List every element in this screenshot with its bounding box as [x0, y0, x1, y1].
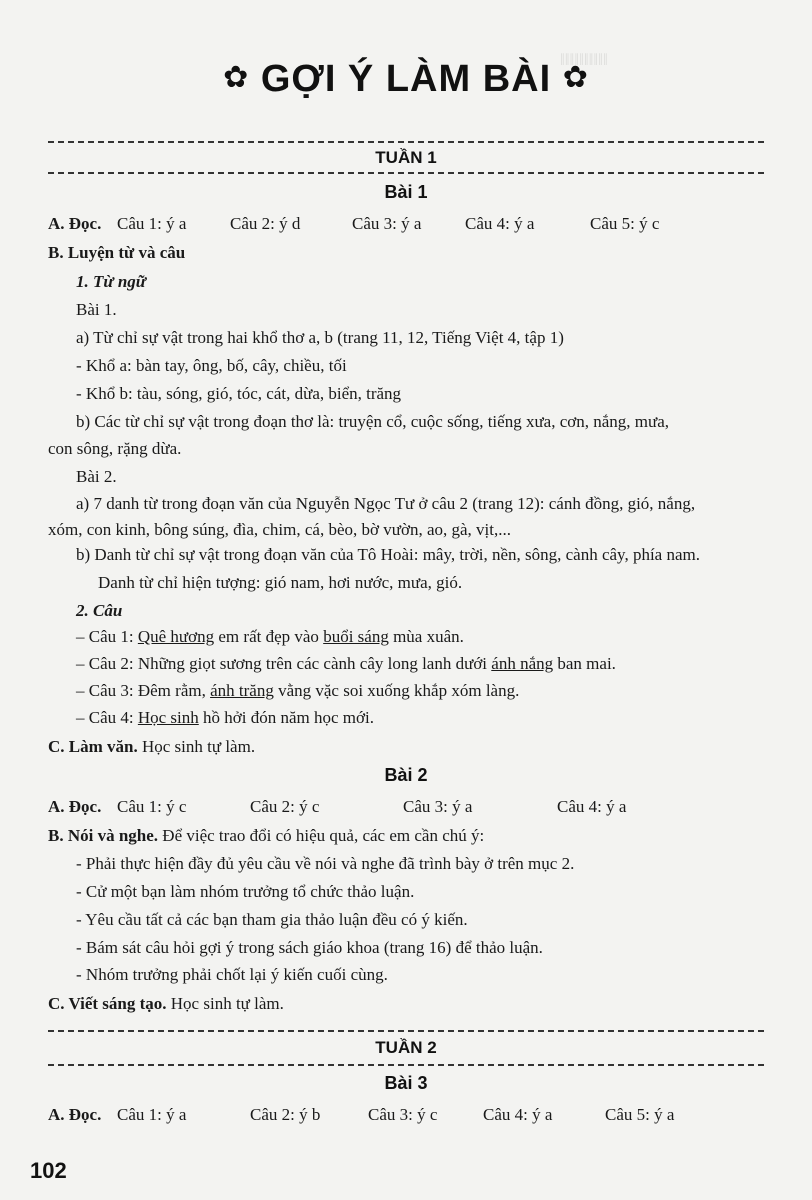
divider [48, 1030, 764, 1032]
bleed-through-text: ‖‖‖‖‖‖‖‖‖‖ [560, 50, 608, 69]
underlined-word: ánh trăng [210, 681, 274, 700]
writing-text: Học sinh tự làm. [137, 737, 256, 756]
page-number: 102 [30, 1158, 67, 1183]
page-title [0, 58, 812, 101]
underlined-word: Học sinh [137, 708, 199, 727]
text-line: b) Các từ chỉ sự vật trong đoạn thơ là: truyện cổ, cuộc sống, tiếng xưa, cơn, nắng, mưa, [76, 412, 670, 431]
writing-row [48, 737, 255, 757]
speaking-text: Để việc trao đổi có hiệu quả, các em cần chú ý: [158, 826, 485, 845]
sentence-item [76, 654, 616, 674]
divider [48, 141, 764, 143]
week-2-heading: TUẦN 2 [375, 1038, 437, 1057]
flower-icon: ✿ [223, 61, 250, 94]
sentence-item [76, 627, 464, 647]
list-item: - Yêu cầu tất cả các bạn tham gia thảo luận đều có ý kiến. [76, 910, 468, 929]
text-line: Danh từ chỉ hiện tượng: gió nam, hơi nước, mưa, gió. [98, 573, 463, 592]
answer: Câu 5: ý a [605, 1105, 675, 1124]
sentence-text: – Câu 2: Những giọt sương trên các cành cây long lanh dưới [76, 654, 492, 673]
answer: Câu 3: ý c [368, 1105, 438, 1124]
reading-answers-row [48, 1105, 101, 1125]
answer: Câu 2: ý d [230, 214, 301, 233]
sentence-text: vằng vặc soi xuống khắp xóm làng. [273, 681, 520, 700]
text-line: con sông, rặng dừa. [48, 439, 182, 458]
divider [48, 1064, 764, 1066]
subsection-heading: 2. Câu [76, 601, 123, 620]
text-line: - Khổ b: tàu, sóng, gió, tóc, cát, dừa, biển, trăng [76, 384, 402, 403]
lesson-3-heading: Bài 3 [384, 1073, 428, 1093]
answer: Câu 4: ý a [465, 214, 535, 233]
reading-label: A. Đọc. [48, 1105, 102, 1124]
sentence-text: ban mai. [553, 654, 616, 673]
text-line: a) 7 danh từ trong đoạn văn của Nguyễn Ngọc Tư ở câu 2 (trang 12): cánh đồng, gió, nắng, [76, 494, 696, 513]
answer: Câu 2: ý c [250, 797, 320, 816]
list-item: - Nhóm trưởng phải chốt lại ý kiến cuối cùng. [76, 965, 388, 984]
reading-label: A. Đọc. [48, 214, 102, 233]
sentence-text: mùa xuân. [388, 627, 464, 646]
exercise-label: Bài 2. [76, 467, 117, 486]
creative-writing-text: Học sinh tự làm. [166, 994, 284, 1013]
speaking-label: B. Nói và nghe. [48, 826, 159, 845]
flower-icon: ✿ [562, 61, 589, 94]
sentence-item [76, 681, 519, 701]
sentence-text: – Câu 1: [76, 627, 138, 646]
list-item: - Phải thực hiện đầy đủ yêu cầu về nói và nghe đã trình bày ở trên mục 2. [76, 854, 575, 873]
subsection-heading: 1. Từ ngữ [76, 272, 146, 291]
underlined-word: buổi sáng [323, 627, 389, 646]
reading-label: A. Đọc. [48, 797, 102, 816]
reading-answers-row [48, 214, 101, 234]
answer: Câu 4: ý a [483, 1105, 553, 1124]
exercise-label: Bài 1. [76, 300, 117, 319]
lesson-2-heading: Bài 2 [384, 765, 428, 785]
underlined-word: Quê hương [137, 627, 215, 646]
creative-writing-label: C. Viết sáng tạo. [48, 994, 167, 1013]
answer: Câu 3: ý a [352, 214, 422, 233]
lesson-1-heading: Bài 1 [384, 182, 428, 202]
section-heading: B. Luyện từ và câu [48, 243, 186, 262]
text-line: xóm, con kinh, bông súng, đìa, chim, cá, bèo, bờ vườn, ao, gà, vịt,... [48, 520, 511, 539]
answer: Câu 1: ý a [117, 214, 187, 233]
list-item: - Cử một bạn làm nhóm trưởng tổ chức thảo luận. [76, 882, 415, 901]
page-title-text: GỢI Ý LÀM BÀI [260, 58, 552, 100]
divider [48, 172, 764, 174]
sentence-text: – Câu 4: [76, 708, 138, 727]
text-line: - Khổ a: bàn tay, ông, bố, cây, chiều, tối [76, 356, 347, 375]
answer: Câu 4: ý a [557, 797, 627, 816]
answer: Câu 1: ý a [117, 1105, 187, 1124]
answer: Câu 1: ý c [117, 797, 187, 816]
writing-label: C. Làm văn. [48, 737, 138, 756]
sentence-item [76, 708, 374, 728]
sentence-text: hồ hởi đón năm học mới. [198, 708, 374, 727]
answer: Câu 2: ý b [250, 1105, 321, 1124]
list-item: - Bám sát câu hỏi gợi ý trong sách giáo khoa (trang 16) để thảo luận. [76, 938, 543, 957]
underlined-word: ánh nắng [491, 654, 554, 673]
text-line: b) Danh từ chỉ sự vật trong đoạn văn của Tô Hoài: mây, trời, nền, sông, cành cây, phía nam. [76, 545, 700, 564]
answer: Câu 3: ý a [403, 797, 473, 816]
speaking-row [48, 826, 484, 846]
answer: Câu 5: ý c [590, 214, 660, 233]
creative-writing-row [48, 994, 284, 1014]
sentence-text: em rất đẹp vào [214, 627, 324, 646]
week-1-heading: TUẦN 1 [375, 148, 437, 167]
text-line: a) Từ chỉ sự vật trong hai khổ thơ a, b (trang 11, 12, Tiếng Việt 4, tập 1) [76, 328, 564, 347]
sentence-text: – Câu 3: Đêm rằm, [76, 681, 211, 700]
reading-answers-row [48, 797, 101, 817]
